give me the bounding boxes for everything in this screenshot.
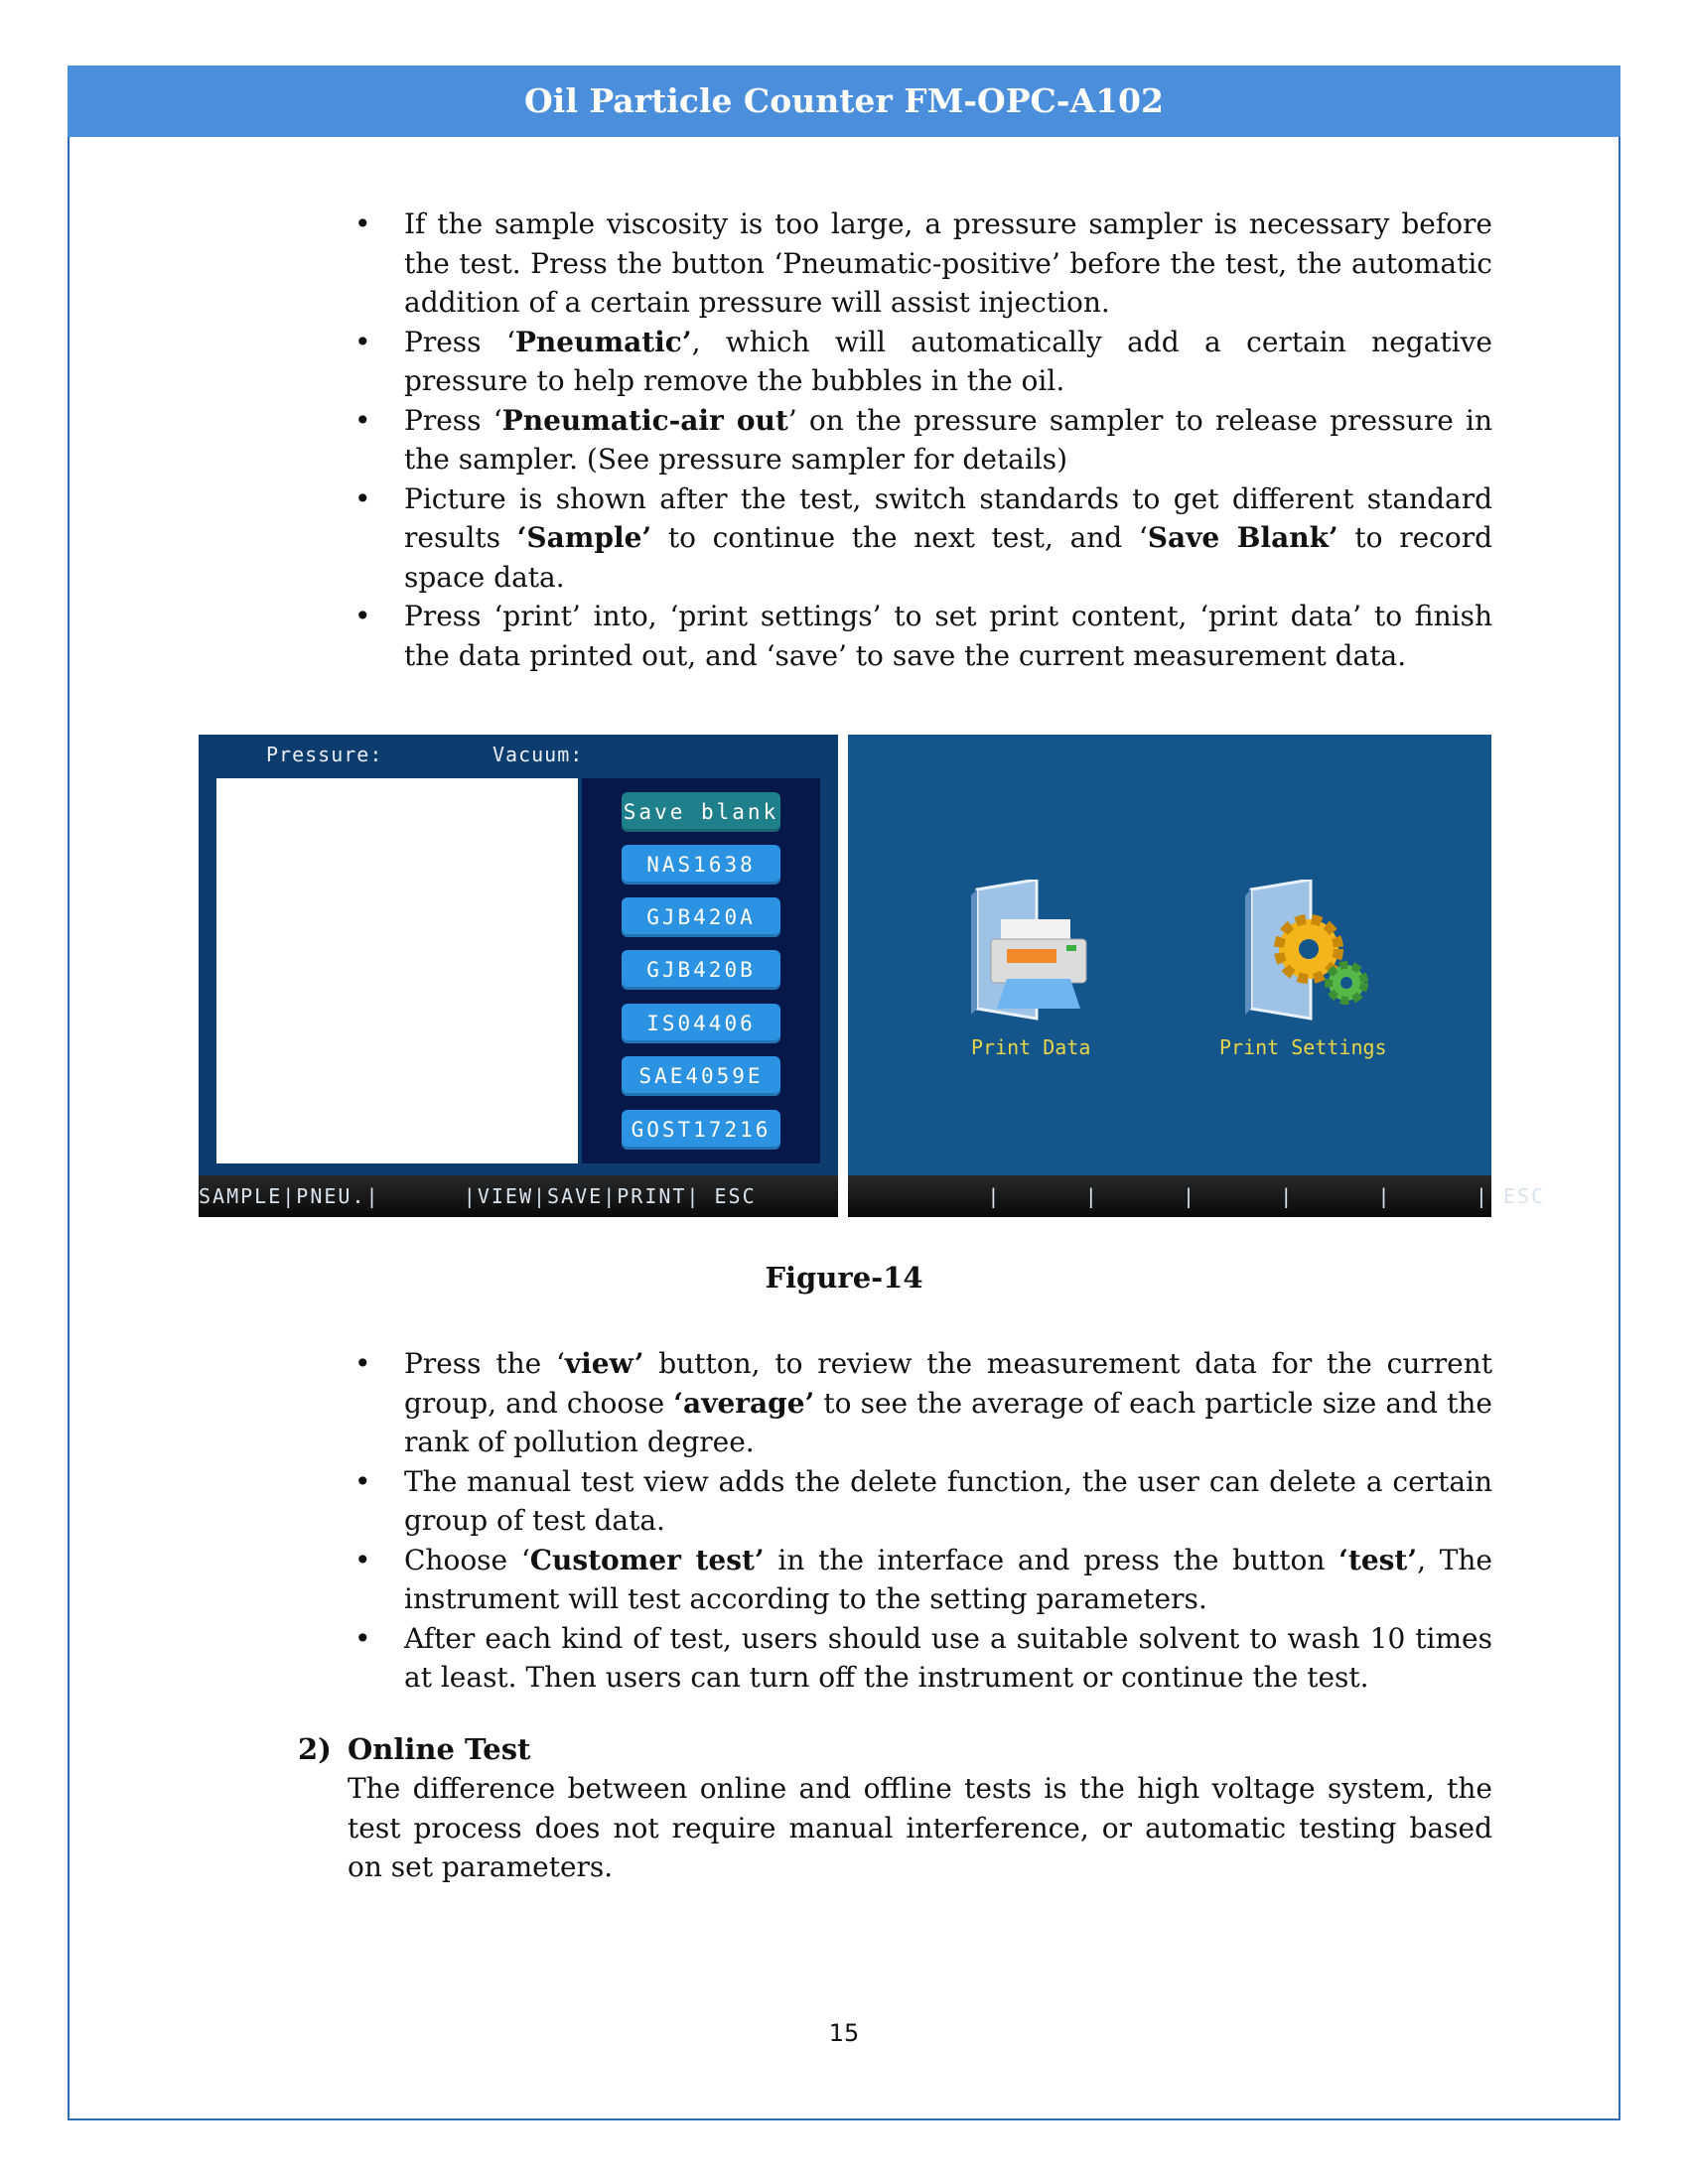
- figure-caption: Figure-14: [765, 1261, 923, 1295]
- bold-text: Pneumatic-air out: [501, 403, 788, 437]
- bold-text: ‘Sample’: [516, 521, 652, 554]
- bullet-dot-icon: •: [354, 403, 371, 437]
- bullet-dot-icon: •: [354, 207, 371, 240]
- bullet-dot-icon: •: [354, 1621, 371, 1655]
- left-function-bar[interactable]: SAMPLE|PNEU.| |VIEW|SAVE|PRINT| ESC: [199, 1175, 838, 1217]
- text-run: The manual test view adds the delete function, the user can delete a certain group of test data.: [404, 1464, 1492, 1537]
- bold-text: Customer test’: [529, 1543, 765, 1576]
- text-run: Press ‘: [404, 325, 515, 358]
- text-run: If the sample viscosity is too large, a pressure sampler is necessary before the test. Press the button ‘Pneumatic-positive’ before the test, the automatic addition of a certain pressure will assist injection.: [404, 207, 1492, 319]
- printer-icon[interactable]: [967, 880, 1106, 1028]
- text-run: to see the average of each particle size and the rank of pollution degree.: [404, 1386, 1493, 1458]
- bold-text: view’: [564, 1347, 644, 1380]
- bullet-item: [354, 1344, 1492, 1462]
- figure-divider: [838, 735, 848, 1217]
- gjb420a-button[interactable]: GJB420A: [622, 897, 780, 937]
- figure-14: [199, 735, 1546, 1217]
- bullet-dot-icon: •: [354, 325, 371, 358]
- print-menu-screen: [848, 735, 1546, 1217]
- section-number: 2): [298, 1732, 332, 1766]
- vacuum-label: Vacuum:: [492, 743, 584, 766]
- text-run: After each kind of test, users should use a suitable solvent to wash 10 times at least. Then users can turn off the instrument or continue the test.: [404, 1621, 1492, 1694]
- bullet-list-top: [354, 205, 1492, 675]
- text-run: , The instrument will test according to the setting parameters.: [404, 1543, 1492, 1615]
- text-run: ’ on the pressure sampler to release pressure in the sampler. (See pressure sampler for details): [404, 403, 1493, 476]
- bullet-item: [354, 401, 1492, 479]
- text-run: in the interface and press the button: [764, 1543, 1339, 1576]
- test-result-screen: [199, 735, 838, 1217]
- bullet-item: [354, 1619, 1492, 1698]
- page-number: 15: [828, 2019, 860, 2047]
- gjb420b-button[interactable]: GJB420B: [622, 950, 780, 990]
- iso4406-button[interactable]: IS04406: [622, 1004, 780, 1043]
- pressure-label: Pressure:: [266, 743, 383, 766]
- text-run: Picture is shown after the test, switch standards to get different standard results: [404, 481, 1492, 554]
- bullet-dot-icon: •: [354, 481, 371, 515]
- standards-panel: [582, 778, 820, 1163]
- bullet-dot-icon: •: [354, 1464, 371, 1498]
- nas1638-button[interactable]: NAS1638: [622, 845, 780, 885]
- bullet-item: [354, 205, 1492, 323]
- result-display-area: [216, 778, 578, 1163]
- text-run: Press ‘: [404, 403, 502, 437]
- sae4059e-button[interactable]: SAE4059E: [622, 1056, 780, 1096]
- bold-text: Pneumatic’: [514, 325, 692, 358]
- bold-text: ‘test’: [1338, 1543, 1418, 1576]
- print-settings-label[interactable]: Print Settings: [1219, 1035, 1387, 1059]
- text-run: Choose ‘: [404, 1543, 530, 1576]
- text-run: to record space data.: [404, 521, 1492, 594]
- page-header: Oil Particle Counter FM-OPC-A102: [68, 66, 1620, 137]
- bullet-item: [354, 479, 1492, 598]
- bold-text: ‘average’: [673, 1386, 815, 1420]
- text-run: button, to review the measurement data for the current group, and choose: [404, 1347, 1493, 1420]
- bullet-item: [354, 323, 1492, 401]
- text-run: Press ‘print’ into, ‘print settings’ to set print content, ‘print data’ to finish the data printed out, and ‘save’ to save the current measurement data.: [404, 600, 1492, 672]
- section-body: The difference between online and offline tests is the high voltage system, the test process does not require manual interference, or automatic testing based on set parameters.: [348, 1772, 1492, 1883]
- text-run: Press the ‘: [404, 1347, 565, 1380]
- text-run: , which will automatically add a certain negative pressure to help remove the bubbles in the oil.: [404, 325, 1492, 397]
- bullet-dot-icon: •: [354, 1543, 371, 1576]
- bold-text: Save Blank’: [1147, 521, 1338, 554]
- bullet-item: [354, 1462, 1492, 1541]
- text-run: to continue the next test, and ‘: [651, 521, 1148, 554]
- gear-icon[interactable]: [1241, 880, 1380, 1028]
- gost17216-button[interactable]: GOST17216: [622, 1110, 780, 1150]
- print-data-label[interactable]: Print Data: [971, 1035, 1091, 1059]
- bullet-item: [354, 1541, 1492, 1619]
- right-function-bar[interactable]: | | | | | | ESC: [848, 1175, 1491, 1217]
- section-title: Online Test: [348, 1732, 531, 1766]
- save-blank-button[interactable]: Save blank: [622, 792, 780, 832]
- bullet-list-bottom: [354, 1344, 1492, 1698]
- bullet-item: [354, 597, 1492, 675]
- bullet-dot-icon: •: [354, 600, 371, 632]
- bullet-dot-icon: •: [354, 1347, 371, 1380]
